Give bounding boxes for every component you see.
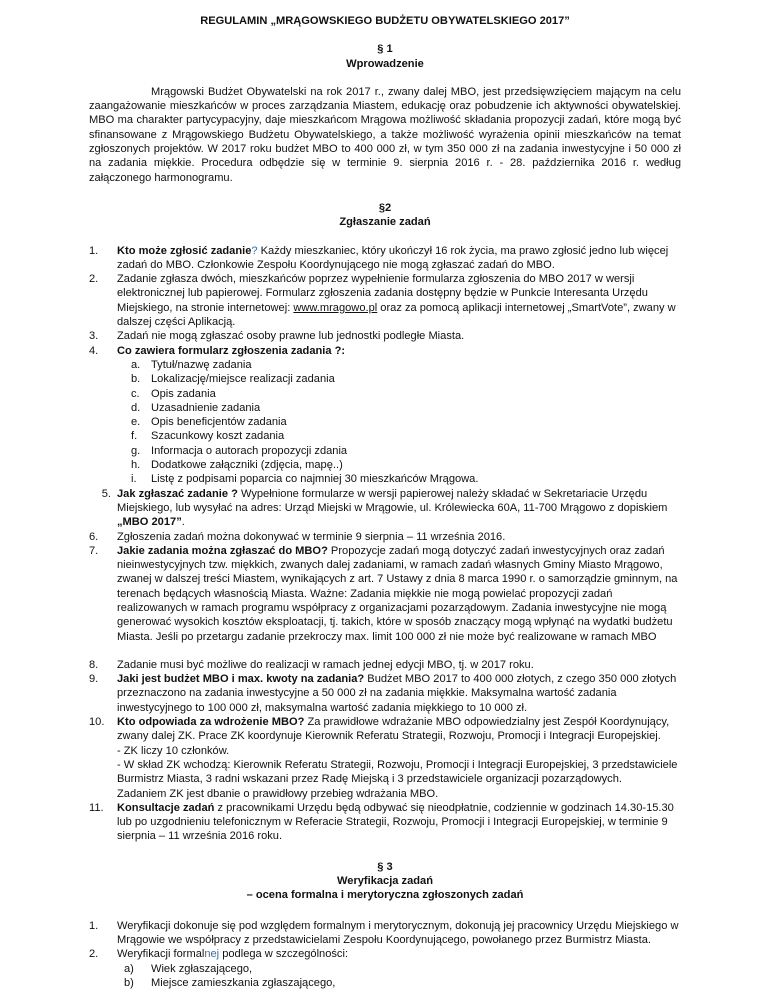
form-field-text: Opis beneficjentów zadania	[151, 416, 287, 429]
document-page	[89, 14, 681, 990]
item-text-highlight: nej	[204, 948, 220, 961]
form-field-item	[89, 387, 681, 401]
item-number: 8.	[89, 658, 99, 671]
item-lead: Jak zgłaszać zadanie ?	[117, 487, 238, 500]
item-number: 9.	[89, 673, 99, 686]
list-item	[89, 272, 681, 329]
form-field-letter: e.	[131, 416, 141, 429]
section-2-heading: Zgłaszanie zadań	[339, 216, 431, 229]
item-number: 1.	[89, 244, 99, 257]
item-number: 2.	[89, 273, 99, 286]
item-text: Budżet MBO 2017 to 400 000 złotych, z czego 350 000 złotych przeznaczono na zadania inwestycyjne a 50 000 zł na zadania miękkie. Maksymalna wartość zadania inwestycyjnego to 100 000 zł, maksymalna wartość zadania miękkiego to 10 000 zł.	[117, 673, 677, 714]
item-lead: Jakie zadania można zgłaszać do MBO?	[117, 544, 328, 557]
item-text: Wypełnione formularze w wersji papierowej należy składać w Sekretariacie Urzędu Miejskiego, lub wysyłać na adres: Urząd Miejski w Mrągowie, ul. Królewiecka 60A, 11-700 Mrągowo z dopiskiem	[117, 487, 668, 514]
criteria-letter: a)	[124, 962, 134, 975]
list-item	[89, 530, 681, 544]
list-item	[89, 947, 681, 961]
form-field-item	[89, 429, 681, 443]
item-number: 3.	[89, 330, 99, 343]
form-field-text: Tytuł/nazwę zadania	[151, 358, 252, 371]
item-number: 1.	[89, 919, 99, 932]
item-text: Weryfikacji dokonuje się pod względem formalnym i merytorycznym, dokonują jej pracownicy Urzędu Miejskiego w Mrągowie we współpracy z przedstawicielami Zespołu Koordynującego, powołanego przez Burmistrz Miasta.	[117, 919, 679, 946]
list-item	[89, 715, 681, 801]
form-field-text: Listę z podpisami poparcia co najmniej 30 mieszkańców Mrągowa.	[151, 473, 479, 486]
item-text: Zadanie musi być możliwe do realizacji w ramach jednej edycji MBO, tj. w 2017 roku.	[117, 658, 534, 671]
form-field-item	[89, 458, 681, 472]
form-field-text: Informacja o autorach propozycji zdania	[151, 444, 348, 457]
list-item	[89, 487, 681, 530]
section-1-text: Mrągowski Budżet Obywatelski na rok 2017 r., zwany dalej MBO, jest przedsięwzięciem mającym na celu zaangażowanie mieszkańców w proces zarządzania Miastem, edukację oraz pobudzenie ich aktywności obywatelskiej. MBO ma charakter partycypacyjny, daje mieszkańcom Mrągowa możliwość składania propozycji zadań, które mogą być sfinansowane z Mrągowskiego Budżetu Obywatelskiego, a także możliwość wyrażenia opinii mieszkańców na temat zgłoszonych projektów. W 2017 roku budżet MBO to 400 000 zł, w tym 350 000 zł na zadania inwestycyjne i 50 000 zł na zadania miękkie. Procedura odbędzie się w terminie 9. sierpnia 2016 r. - 28. października 2016 r. według załączonego harmonogramu.	[89, 85, 681, 184]
form-field-letter: a.	[131, 358, 141, 371]
form-field-letter: d.	[131, 401, 141, 414]
criteria-item	[89, 976, 681, 990]
item-emphasis: „MBO 2017”	[117, 516, 182, 529]
form-field-item	[89, 444, 681, 458]
item-text: .	[181, 516, 185, 529]
item-text: Zadań nie mogą zgłaszać osoby prawne lub jednostki podległe Miasta.	[117, 330, 465, 343]
section-2-number: §2	[378, 201, 392, 214]
form-field-text: Uzasadnienie zadania	[151, 401, 261, 414]
item-line: Zadaniem ZK jest dbanie o prawidłowy przebieg wdrażania MBO.	[117, 787, 439, 800]
item-lead: Jaki jest budżet MBO i max. kwoty na zadania?	[117, 673, 365, 686]
criteria-letter: b)	[124, 976, 134, 989]
list-item	[89, 329, 681, 343]
item-number: 10.	[89, 716, 105, 729]
item-text: Zgłoszenia zadań można dokonywać w terminie 9 sierpnia – 11 września 2016.	[117, 530, 506, 543]
section-3-subheading: – ocena formalna i merytoryczna zgłoszonych zadań	[246, 889, 524, 902]
item-line: - ZK liczy 10 członków.	[117, 744, 230, 757]
criteria-text: Wiek zgłaszającego,	[151, 962, 253, 975]
criteria-text: Miejsce zamieszkania zgłaszającego,	[151, 976, 336, 989]
list-item	[89, 344, 681, 358]
item-lead: Konsultacje zadań	[117, 801, 215, 814]
item-text: podlega w szczególności:	[219, 948, 349, 961]
form-field-text: Dodatkowe załączniki (zdjęcia, mapę..)	[151, 459, 343, 472]
list-item	[89, 919, 681, 948]
list-item	[89, 544, 681, 644]
form-field-text: Opis zadania	[151, 387, 216, 400]
item-number: 7.	[89, 544, 99, 557]
section-1-number: § 1	[377, 43, 393, 56]
form-field-letter: h.	[131, 459, 141, 472]
item-number: 5.	[101, 487, 111, 500]
list-item	[89, 801, 681, 844]
list-item	[89, 672, 681, 715]
form-field-item	[89, 401, 681, 415]
form-field-item	[89, 358, 681, 372]
website-link[interactable]: www.mragowo.pl	[293, 301, 378, 314]
item-text: z pracownikami Urzędu będą odbywać się nieodpłatnie, codziennie w godzinach 14.30-15.30 lub po uzgodnieniu telefonicznym w Referacie Strategii, Rozwoju, Promocji i Integracji Europejskiej, w terminie 9 sierpnia – 11 września 2016 roku.	[117, 801, 674, 843]
item-text: Weryfikacji formal	[117, 948, 205, 961]
form-field-item	[89, 415, 681, 429]
item-text: Każdy mieszkaniec, który ukończył 16 rok życia, ma prawo zgłosić jedno lub więcej zadań do MBO. Członkowie Zespołu Koordynującego nie mogą zgłaszać zadań do MBO.	[117, 244, 669, 271]
item-number: 2.	[89, 948, 99, 961]
item-text: oraz za pomocą aplikacji internetowej „SmartVote”, zwany w dalszej części Aplikacją.	[117, 301, 676, 329]
form-field-letter: b.	[131, 373, 141, 386]
item-text: Zadanie zgłasza dwóch, mieszkańców poprzez wypełnienie formularza zgłoszenia do MBO 2017 w wersji elektronicznej lub papierowej. Formularz zgłoszenia zadania dostępny będzie w Punkcie Interesanta Urzędu Miejskiego, na stronie internetowej:	[117, 273, 648, 314]
item-question-mark: ?	[251, 244, 258, 257]
form-field-text: Szacunkowy koszt zadania	[151, 430, 285, 443]
section-1-heading: Wprowadzenie	[346, 57, 424, 70]
item-line: - W skład ZK wchodzą: Kierownik Referatu Strategii, Rozwoju, Promocji i Integracji Europejskiej, 3 przedstawiciele Burmistrz Miasta, 3 radni wskazani przez Radę Miejską i 3 przedstawiciele organizacji pozarządowych.	[117, 758, 678, 786]
document-title: REGULAMIN „MRĄGOWSKIEGO BUDŻETU OBYWATELSKIEGO 2017”	[200, 15, 570, 27]
item-number: 4.	[89, 344, 99, 357]
form-field-letter: i.	[131, 473, 137, 486]
list-item	[89, 658, 681, 672]
form-field-letter: g.	[131, 444, 141, 457]
form-field-item	[89, 372, 681, 386]
form-field-item	[89, 472, 681, 486]
criteria-item	[89, 962, 681, 976]
section-3-heading: Weryfikacja zadań	[337, 875, 433, 888]
list-item	[89, 244, 681, 273]
item-lead: Co zawiera formularz zgłoszenia zadania ?:	[117, 344, 346, 357]
item-lead: Kto odpowiada za wdrożenie MBO?	[117, 716, 305, 729]
form-field-letter: f.	[131, 430, 138, 443]
form-field-text: Lokalizację/miejsce realizacji zadania	[151, 373, 335, 386]
item-number: 11.	[89, 801, 104, 814]
section-3-number: § 3	[377, 860, 393, 873]
item-text: Za prawidłowe wdrażanie MBO odpowiedzialny jest Zespół Koordynujący, zwany dalej ZK. Prace ZK koordynuje Kierownik Referatu Strategii, Rozwoju, Promocji i Integracji Europejskiej.	[117, 716, 670, 743]
item-lead: Kto może zgłosić zadanie	[117, 244, 252, 257]
form-field-letter: c.	[131, 387, 140, 400]
item-text: Propozycje zadań mogą dotyczyć zadań inwestycyjnych oraz zadań nieinwestycyjnych tzw. miękkich, zwanych dalej zadaniami, w ramach zadań własnych Gminy Miasto Mrągowo, zwanej w dalszej treści Miastem, wynikających z art. 7 Ustawy z dnia 8 marca 1990 r. o samorządzie gminnym, na terenach będących własnością Miasta. Ważne: Zadania miękkie nie mogą powielać propozycji zadań realizowanych w ramach programu współpracy z organizacjami pozarządowym. Zadania inwestycyjne nie mogą generować wysokich kosztów eksploatacji, tj. takich, które w sposób znaczący mogą wpłynąć na wydatki budżetu Miasta. Jeśli po przetargu zadanie przekroczy max. limit 100 000 zł nie może być realizowane w ramach MBO	[117, 544, 678, 643]
item-number: 6.	[89, 530, 99, 543]
